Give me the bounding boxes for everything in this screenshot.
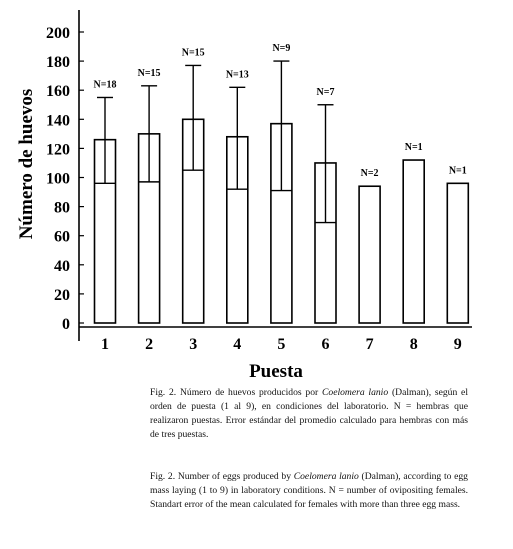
n-label: N=1 [448, 165, 467, 177]
bar [403, 160, 424, 323]
caption-es-species: Coelomera lanio [322, 387, 389, 398]
y-tick-label: 20 [54, 286, 70, 304]
n-label: N=15 [137, 67, 161, 79]
n-label: N=15 [181, 47, 205, 59]
n-label: N=7 [316, 86, 335, 98]
x-tick-label: 6 [321, 336, 330, 353]
n-label: N=9 [272, 43, 291, 55]
y-tick-label: 100 [46, 170, 70, 188]
n-label: N=2 [360, 168, 379, 180]
error-bars [95, 61, 337, 223]
bar [359, 186, 380, 323]
y-tick-label: 60 [54, 228, 70, 246]
figure-caption-spanish [150, 386, 468, 442]
y-tick-label: 140 [46, 112, 70, 130]
caption-en-part2: (Dalman), according to egg mass laying (1 to 9) in laboratory conditions. N = number of ovipositing females. Standart error of the mean calculated for females with more than three egg mass. [150, 471, 468, 510]
n-label: N=1 [404, 142, 423, 154]
n-label: N=13 [225, 69, 249, 81]
caption-es-part2: (Dalman), según el orden de puesta (1 al 9), en condiciones del laboratorio. N = hembras que realizaron puestas. Error estándar del promedio calculado para hembras con más de tres puestas. [150, 387, 468, 440]
figure-caption-english [150, 470, 468, 512]
x-tick-label: 7 [365, 336, 374, 353]
y-axis-label: Número de huevos [16, 88, 37, 240]
y-tick-label: 160 [46, 83, 70, 101]
x-tick-label: 8 [409, 336, 418, 353]
x-tick-label: 5 [277, 336, 286, 353]
x-tick-label: 3 [189, 336, 198, 353]
x-tick-label: 2 [145, 336, 154, 353]
n-label: N=18 [93, 79, 117, 91]
x-axis-ticks [101, 336, 462, 353]
x-tick-label: 4 [233, 336, 242, 353]
caption-en-species: Coelomera lanio [293, 471, 359, 482]
x-tick-label: 1 [101, 336, 109, 353]
y-tick-label: 120 [46, 141, 70, 159]
y-tick-label: 40 [54, 257, 70, 275]
caption-es-part1: Fig. 2. Número de huevos producidos por [150, 387, 322, 398]
y-tick-label: 180 [46, 54, 70, 72]
x-tick-label: 9 [453, 336, 462, 353]
y-tick-label: 0 [62, 316, 70, 333]
x-axis-label: Puesta [249, 361, 303, 380]
y-tick-label: 200 [46, 25, 70, 42]
bar [447, 183, 468, 323]
caption-en-part1: Fig. 2. Number of eggs produced by [150, 471, 294, 482]
y-tick-label: 80 [54, 199, 70, 217]
